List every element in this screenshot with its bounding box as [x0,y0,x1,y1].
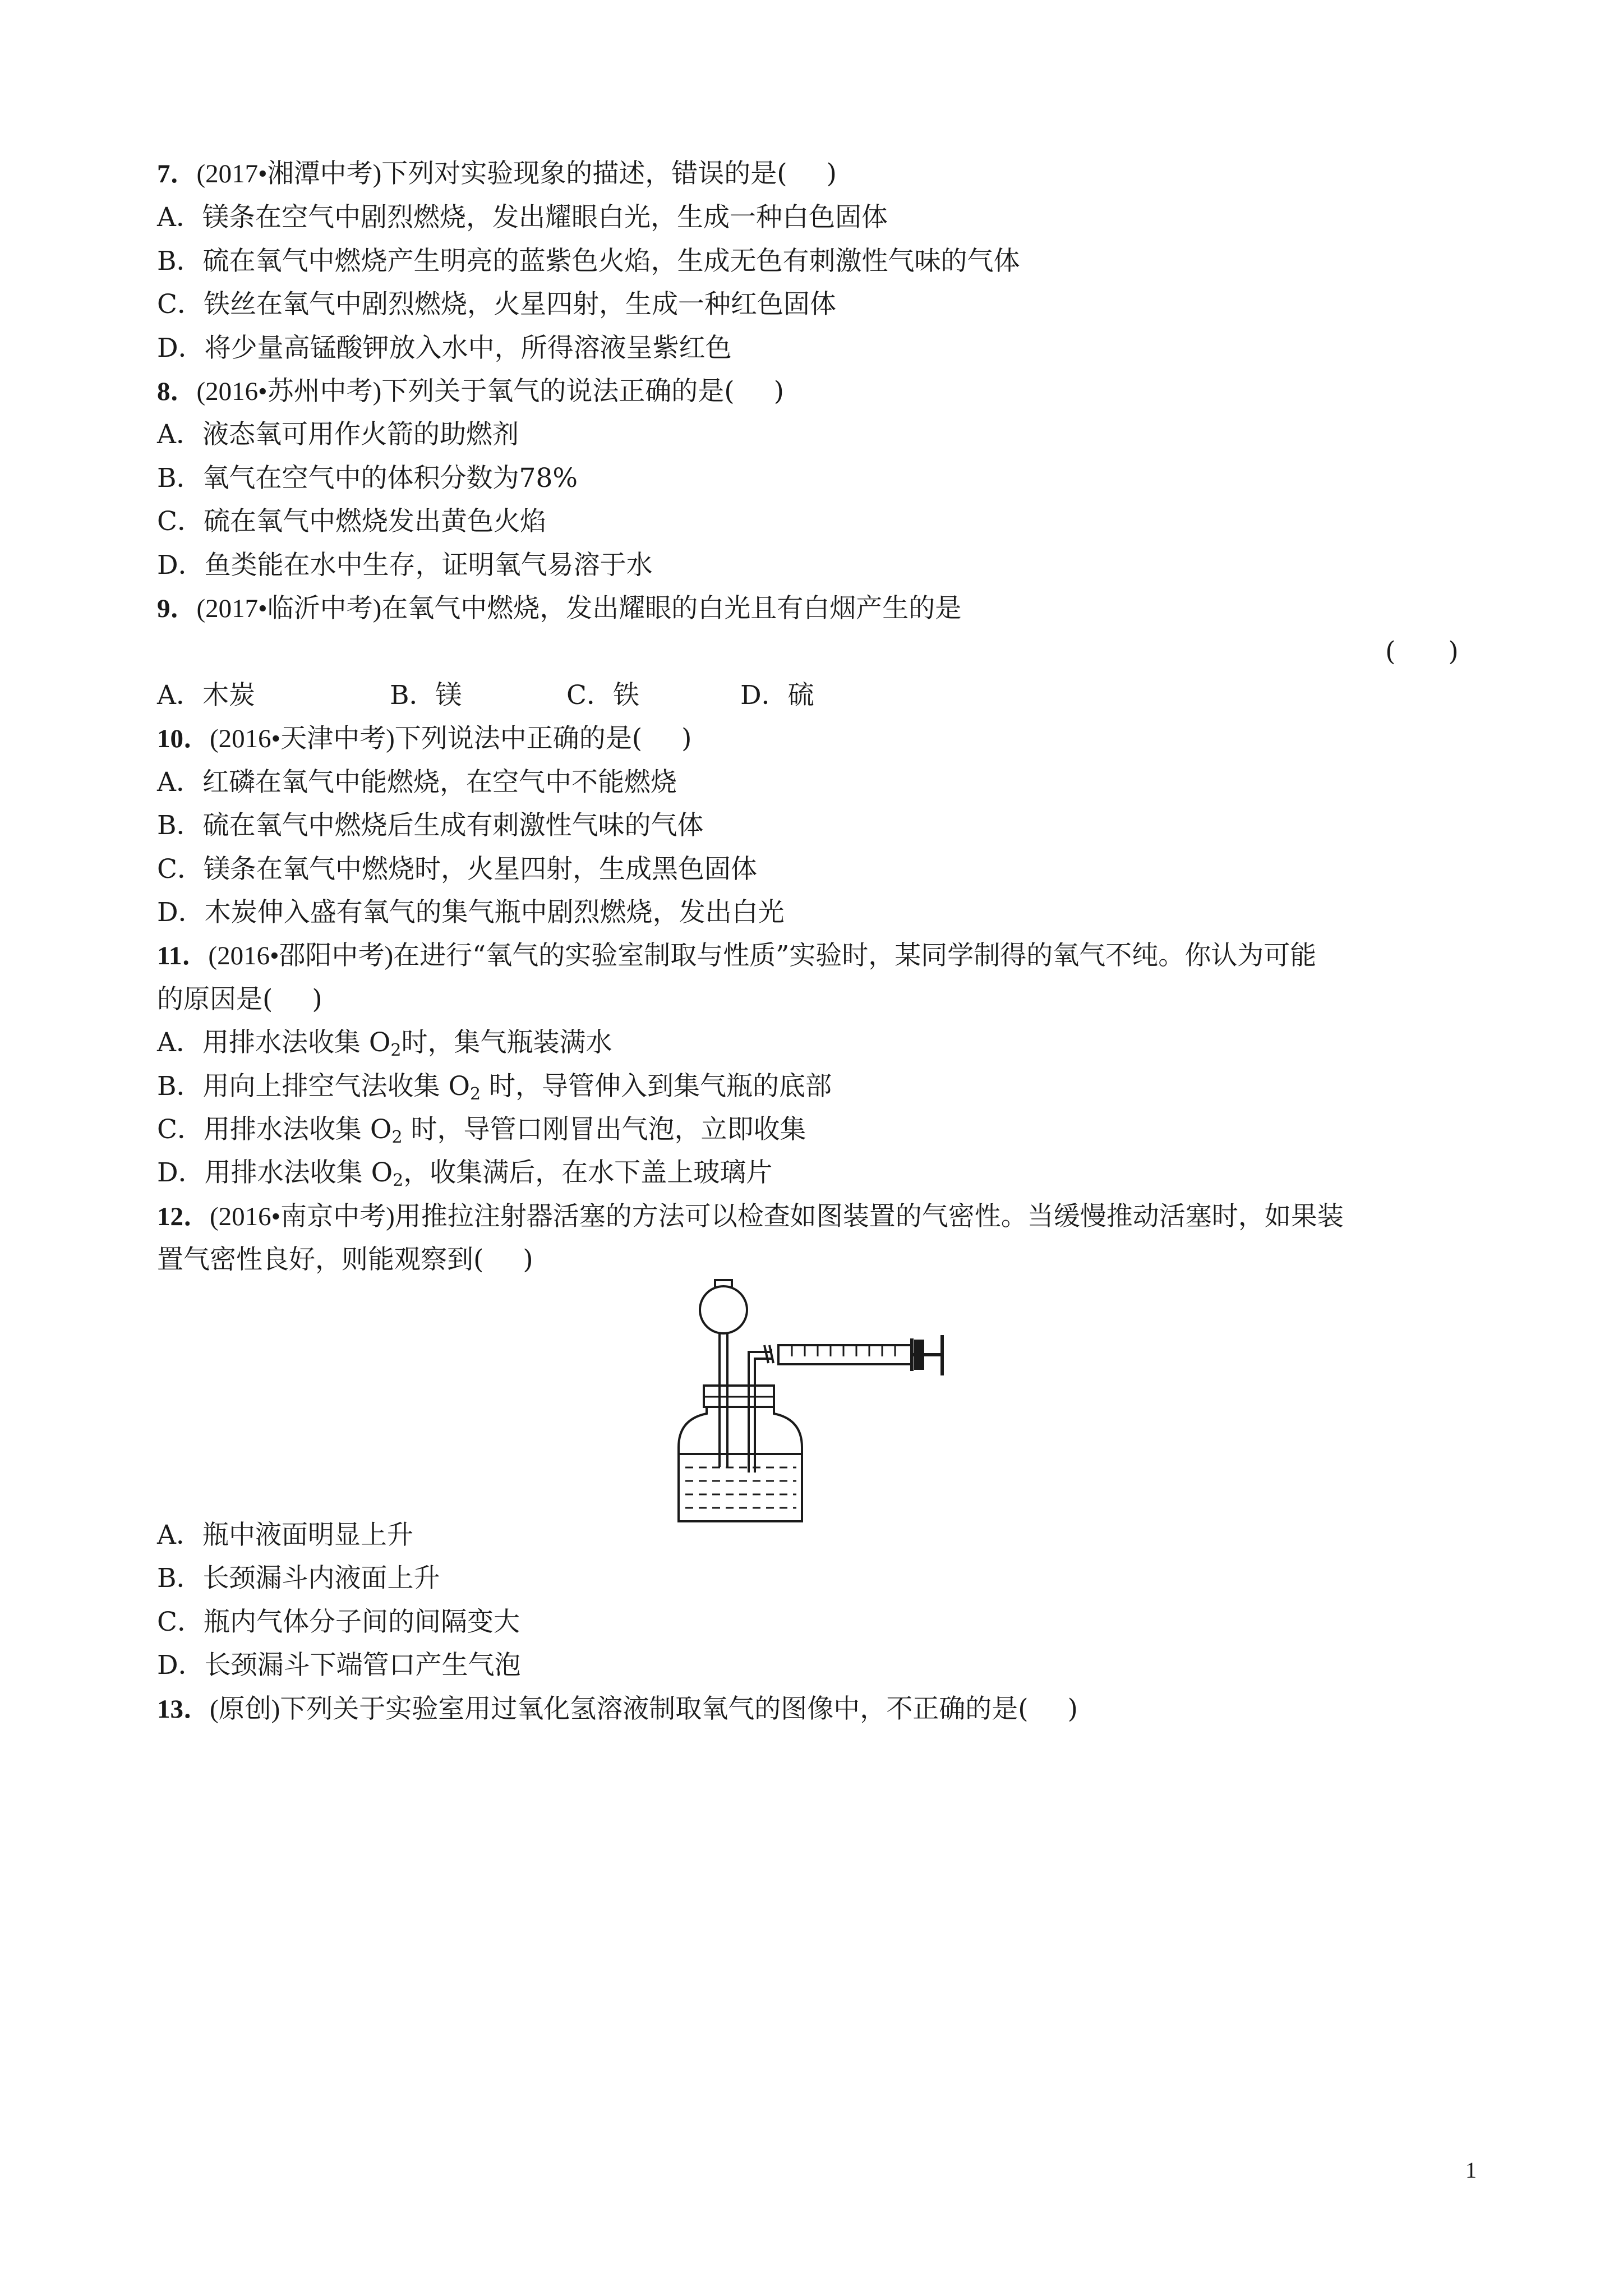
q10-stem-text: 下列说法中正确的是( [394,723,643,754]
q11-stem-line2 [157,983,322,1016]
q10-option-b: B．硫在氧气中燃烧后生成有刺激性气味的气体 [157,810,704,841]
q12-stem-text: 用推拉注射器活塞的方法可以检查如图装置的气密性。当缓慢推动活塞时，如果装 [394,1201,1344,1232]
q12-stem-line2 [157,1243,533,1277]
q12-option-c: C．瓶内气体分子间的间隔变大 [157,1607,520,1637]
q8-option-d: D．鱼类能在水中生存，证明氧气易溶于水 [157,550,653,581]
q12-option-b: B．长颈漏斗内液面上升 [157,1563,440,1594]
q8-option-c: C．硫在氧气中燃烧发出黄色火焰 [157,506,546,537]
q8-option-a: A．液态氧可用作火箭的助燃剂 [157,419,519,450]
q7-paren-close: ) [826,158,837,189]
q11-option-d: D．用排水法收集 $O_2$，收集满后，在水下盖上玻璃片 [157,1157,773,1190]
q8-paren-close: ) [773,376,784,407]
q7-option-d: D．将少量高锰酸钾放入水中，所得溶液呈紫红色 [157,333,732,364]
q12-number: 12． [157,1202,210,1231]
airtightness-apparatus-figure [645,1279,959,1526]
q12-stem-text2: 置气密性良好，则能观察到( [157,1244,484,1275]
q7-number: 7． [157,159,197,188]
q11-option-c: C．用排水法收集 $O_2$ 时，导管口刚冒出气泡，立即收集 [157,1114,806,1147]
q9-options [157,679,814,712]
q9-stem-text: 在氧气中燃烧，发出耀眼的白光且有白烟产生的是 [381,593,962,624]
q9-option-a: A．木炭 [157,680,255,711]
q13-paren-close: ) [1067,1694,1078,1724]
q13-source: (原创) [210,1695,280,1724]
q13-stem-text: 下列关于实验室用过氧化氢溶液制取氧气的图像中，不正确的是( [280,1694,1029,1724]
liquid-dashes [685,1467,796,1508]
q12-option-a: A．瓶中液面明显上升 [157,1520,413,1550]
q9-stem [157,592,961,625]
q9-number: 9． [157,594,197,623]
q7-source: (2017•湘潭中考) [196,159,382,188]
q10-option-d: D．木炭伸入盛有氧气的集气瓶中剧烈燃烧，发出白光 [157,897,785,928]
q8-number: 8． [157,377,197,406]
q11-stem [157,939,1316,973]
q11-number: 11． [157,941,209,970]
q13-stem [157,1692,1078,1726]
q11-option-a: A．用排水法收集 $O_2$时，集气瓶装满水 [157,1027,612,1060]
page-number: 1 [1465,2157,1477,2183]
q9-answer-paren: ( ) [1385,636,1459,667]
q8-stem-text: 下列关于氧气的说法正确的是( [381,376,735,407]
q11-paren-close: ) [312,984,322,1015]
q11-option-b: B．用向上排空气法收集 $O_2$ 时，导管伸入到集气瓶的底部 [157,1071,832,1104]
q11-source: (2016•邵阳中考) [208,941,394,970]
tube-clip [764,1345,773,1363]
q9-option-c: C．铁 [566,680,639,711]
q7-stem-text: 下列对实验现象的描述，错误的是( [381,158,787,189]
q11-stem-text: 在进行“氧气的实验室制取与性质”实验时，某同学制得的氧气不纯。你认为可能 [393,940,1317,971]
q10-option-a: A．红磷在氧气中能燃烧，在空气中不能燃烧 [157,767,677,798]
q12-source: (2016•南京中考) [210,1202,395,1231]
q11-stem-text2: 的原因是( [157,984,273,1015]
q12-option-d: D．长颈漏斗下端管口产生气泡 [157,1650,521,1681]
q10-source: (2016•天津中考) [210,724,395,753]
q7-stem [157,157,837,191]
funnel-stem [720,1332,727,1467]
q10-option-c: C．镁条在氧气中燃烧时，火星四射，生成黑色固体 [157,854,757,885]
syringe-plunger-head [915,1341,923,1369]
q8-option-b: B．氧气在空气中的体积分数为78% [157,463,578,494]
q12-paren-close: ) [523,1244,533,1275]
q9-option-d: D．硫 [740,680,814,711]
q7-option-b: B．硫在氧气中燃烧产生明亮的蓝紫色火焰，生成无色有刺激性气味的气体 [157,246,1020,277]
q9-option-b: B．镁 [390,680,462,711]
q12-stem [157,1200,1344,1234]
funnel-bulb [700,1286,747,1333]
q10-paren-close: ) [681,723,692,754]
q7-option-a: A．镁条在空气中剧烈燃烧，发出耀眼白光，生成一种白色固体 [157,202,888,233]
q9-source: (2017•临沂中考) [196,594,382,623]
q7-option-c: C．铁丝在氧气中剧烈燃烧，火星四射，生成一种红色固体 [157,289,836,320]
q8-stem [157,375,784,408]
q10-number: 10． [157,724,210,753]
q10-stem [157,722,691,756]
q8-source: (2016•苏州中考) [196,377,382,406]
q13-number: 13． [157,1695,210,1724]
syringe-barrel [778,1345,912,1364]
bottle-body [679,1407,802,1521]
syringe-graduations [792,1345,895,1356]
